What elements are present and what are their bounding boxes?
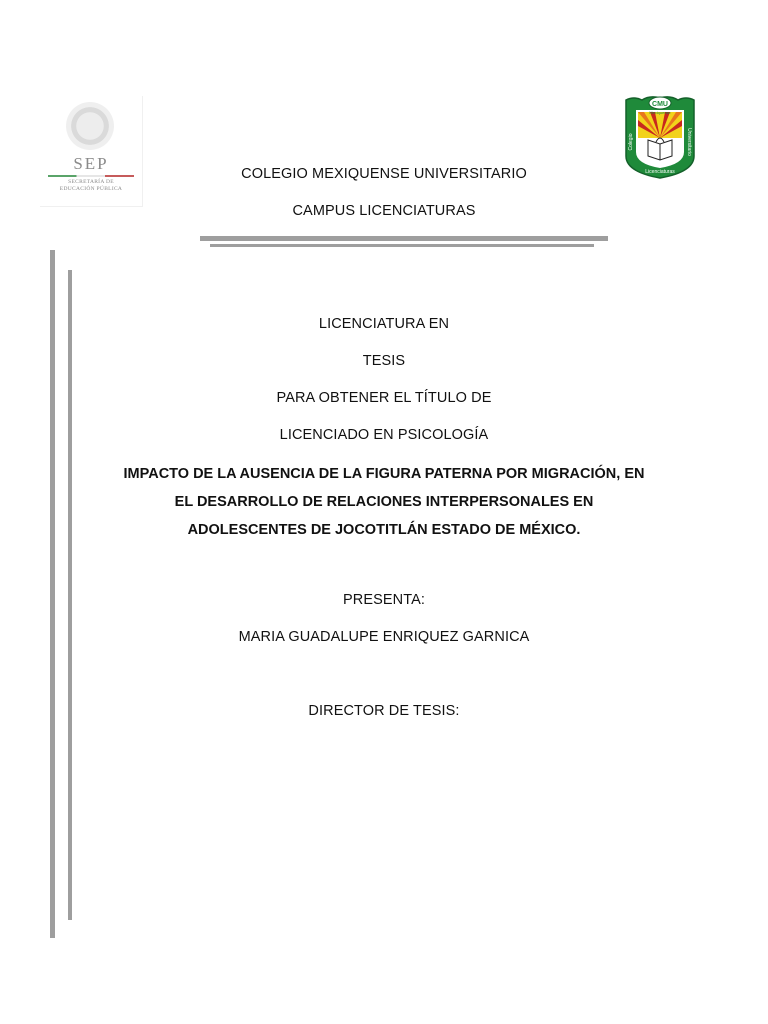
cmu-crest-bottom-text: Licenciaturas xyxy=(645,169,675,175)
cmu-crest-top-text: CMU xyxy=(652,101,668,108)
thesis-title-line1: IMPACTO DE LA AUSENCIA DE LA FIGURA PATERNA POR MIGRACIÓN, EN xyxy=(123,466,645,482)
institution-name: COLEGIO MEXIQUENSE UNIVERSITARIO xyxy=(241,166,527,182)
degree-line: LICENCIATURA EN xyxy=(318,316,450,332)
sun-icon xyxy=(638,112,682,138)
national-seal-icon xyxy=(66,102,114,150)
sep-subtitle-line2: EDUCACIÓN PÚBLICA xyxy=(59,186,123,192)
sep-logo xyxy=(40,96,143,207)
thesis-title xyxy=(100,460,668,544)
cmu-crest-band-mid: Mexiquense xyxy=(649,110,671,115)
doc-type: TESIS xyxy=(362,353,406,369)
thesis-title-line2: EL DESARROLLO DE RELACIONES INTERPERSONALES EN xyxy=(174,494,594,510)
director-label: DIRECTOR DE TESIS: xyxy=(308,703,460,719)
title-to-obtain: LICENCIADO EN PSICOLOGÍA xyxy=(279,427,489,443)
presents-label: PRESENTA: xyxy=(342,592,425,608)
sep-logo-name: SEP xyxy=(73,154,109,173)
sep-subtitle-line1: SECRETARÍA DE xyxy=(68,179,114,185)
purpose-line: PARA OBTENER EL TÍTULO DE xyxy=(276,390,492,406)
campus-name: CAMPUS LICENCIATURAS xyxy=(292,203,476,219)
header-rule-top xyxy=(200,236,608,241)
thesis-title-line3: ADOLESCENTES DE JOCOTITLÁN ESTADO DE MÉXICO. xyxy=(187,522,581,538)
cmu-crest-band-left: Colegio xyxy=(628,133,634,151)
author-name: MARIA GUADALUPE ENRIQUEZ GARNICA xyxy=(238,629,530,645)
cmu-crest-band-right: Universitario xyxy=(686,128,692,156)
header-rule-bottom xyxy=(210,244,594,247)
